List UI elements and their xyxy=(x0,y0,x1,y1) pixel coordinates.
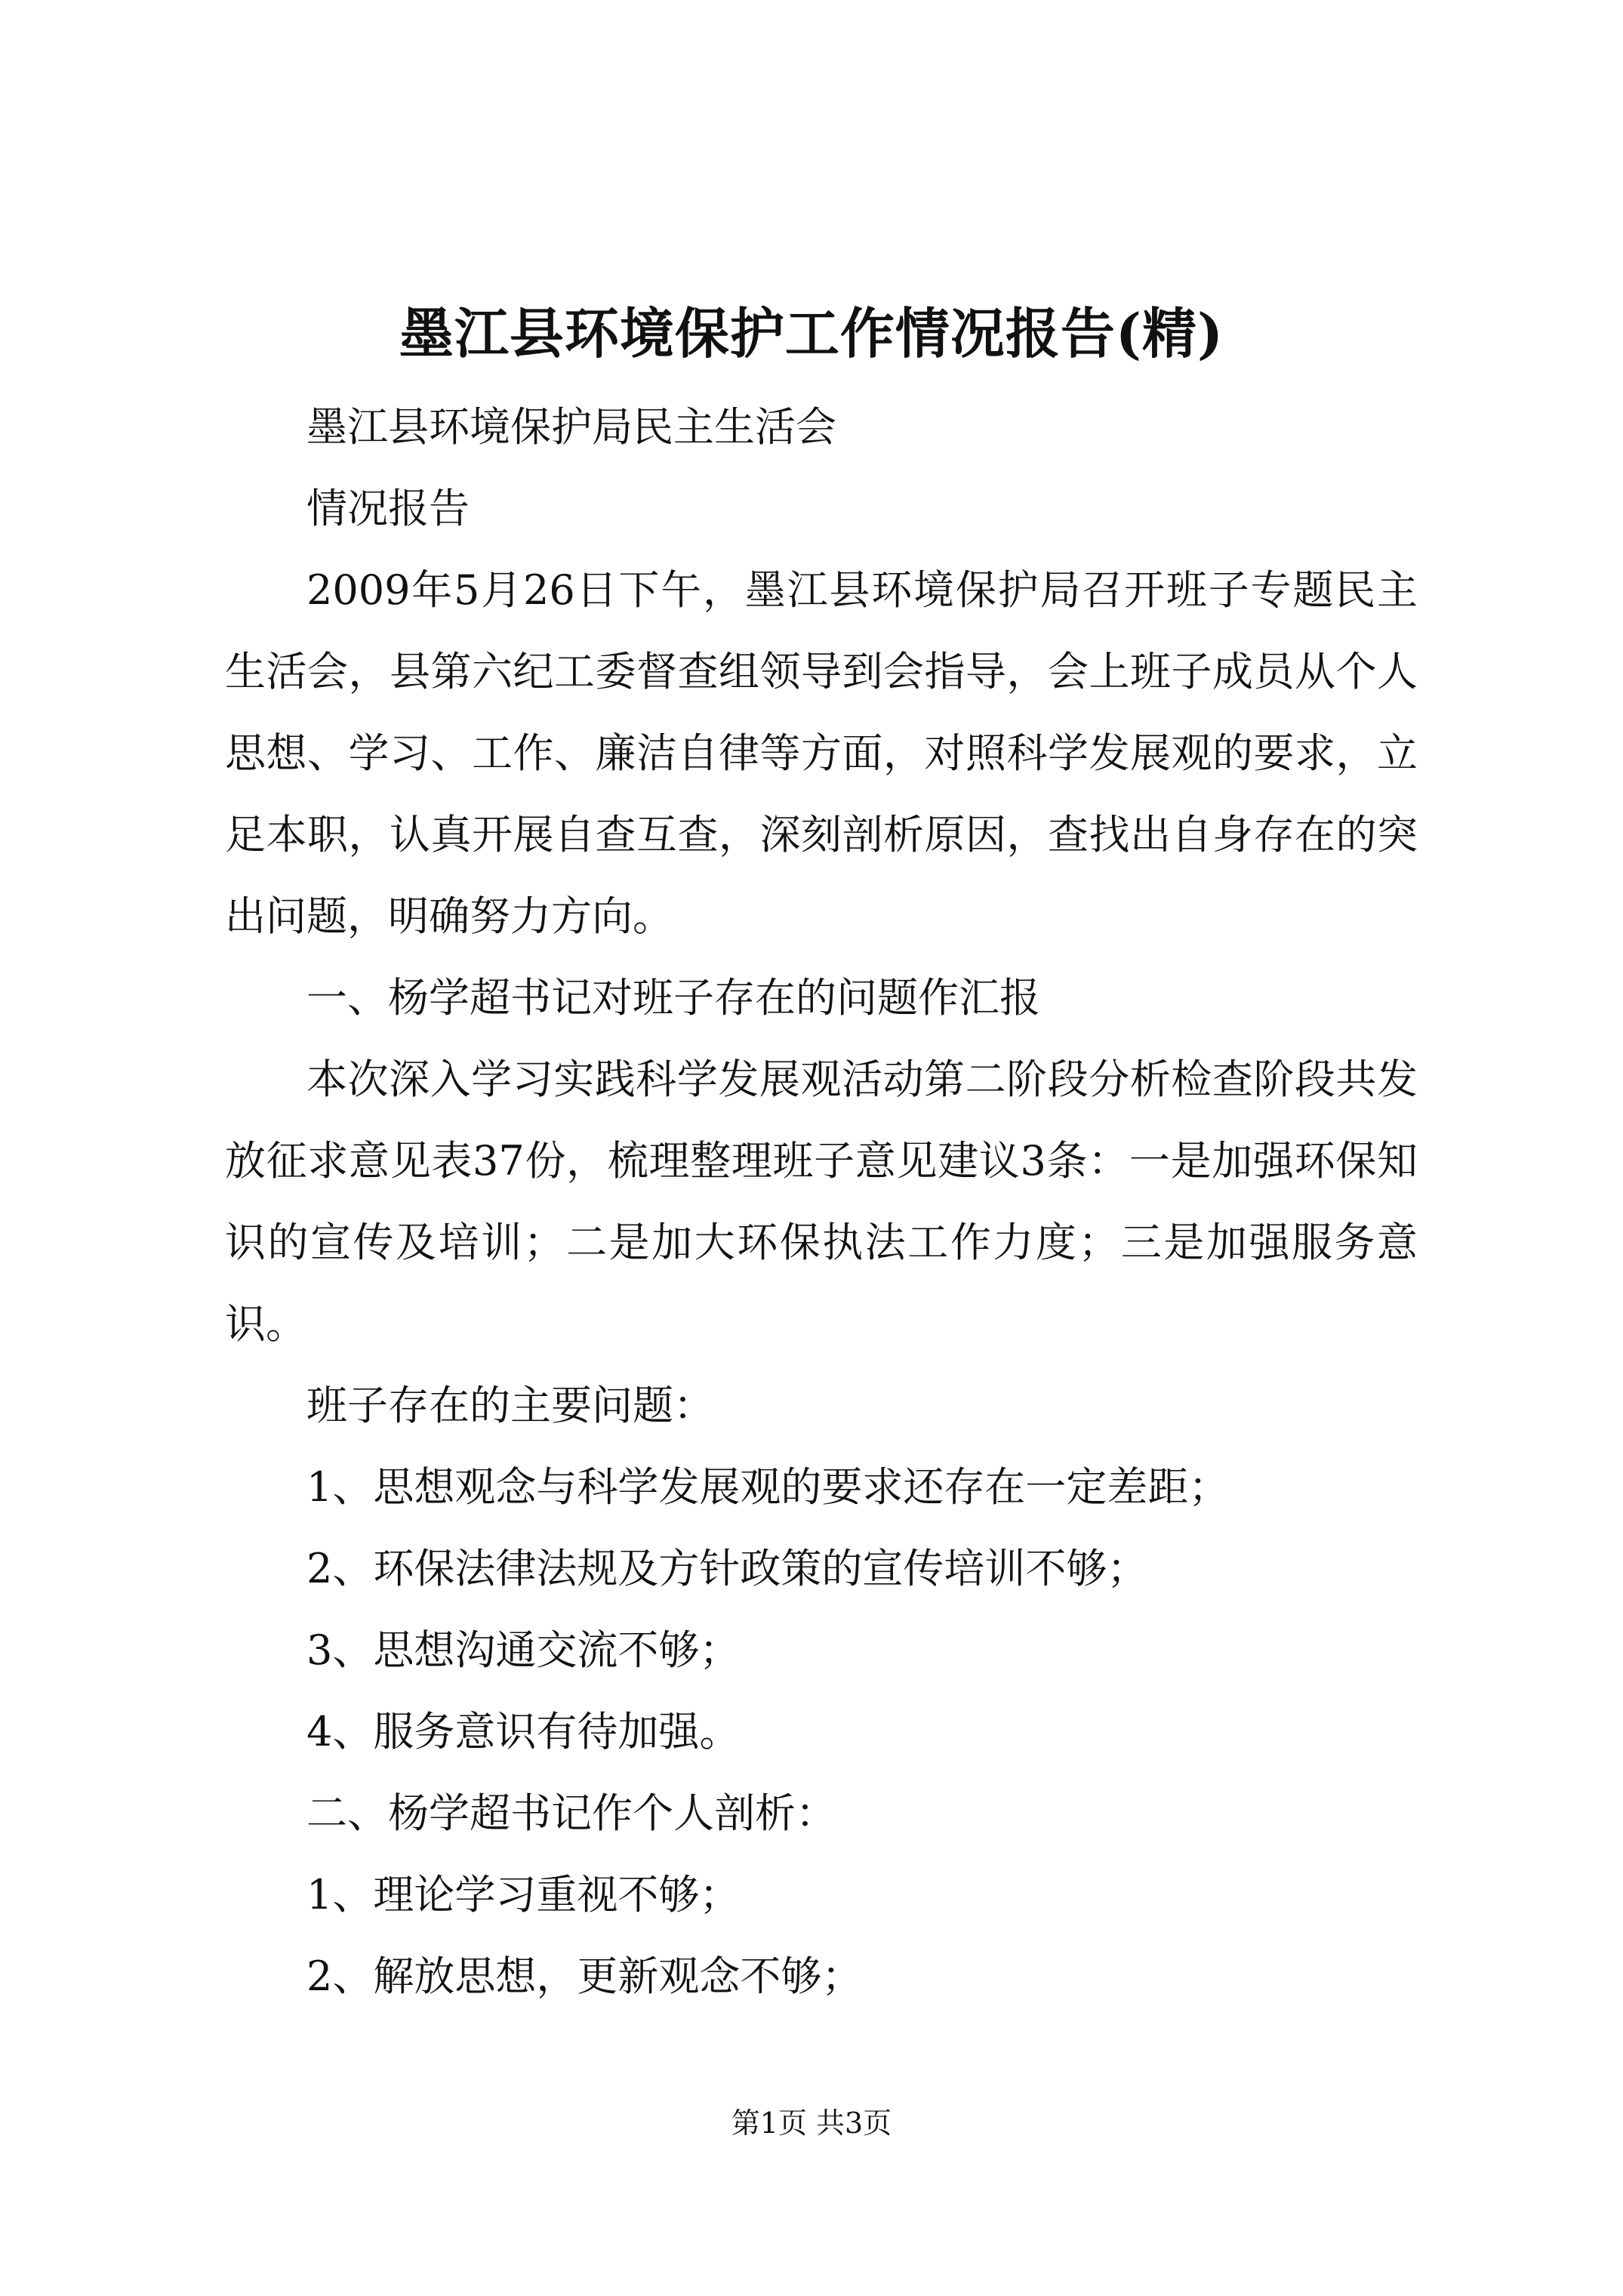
list-item: 4、服务意识有待加强。 xyxy=(306,1708,741,1755)
paragraph-subtitle-2: 情况报告 xyxy=(306,485,470,532)
list-item: 1、理论学习重视不够； xyxy=(306,1871,741,1918)
page-number-footer: 第1页 共3页 xyxy=(731,2106,892,2140)
document-body xyxy=(225,387,1418,2017)
paragraph-feedback-summary: 本次深入学习实践科学发展观活动第二阶段分析检查阶段共发放征求意见表37份，梳理整理班子意见建议3条：一是加强环保知识的宣传及培训；二是加大环保执法工作力度；三是加强服务意识。 xyxy=(225,1056,1418,1348)
list-item: 3、思想沟通交流不够； xyxy=(306,1626,741,1674)
paragraph-subtitle-1: 墨江县环境保护局民主生活会 xyxy=(306,403,836,451)
section-heading-1: 一、杨学超书记对班子存在的问题作汇报 xyxy=(306,974,1040,1022)
list-item: 2、环保法律法规及方针政策的宣传培训不够； xyxy=(306,1545,1148,1592)
paragraph-meeting-summary: 2009年5月26日下午，墨江县环境保护局召开班子专题民主生活会，县第六纪工委督查组领导到会指导，会上班子成员从个人思想、学习、工作、廉洁自律等方面，对照科学发展观的要求，立足本职，认真开展自查互查，深刻剖析原因，查找出自身存在的突出问题，明确努力方向。 xyxy=(225,566,1418,940)
section-heading-2: 二、杨学超书记作个人剖析： xyxy=(306,1789,836,1837)
list-item: 1、思想观念与科学发展观的要求还存在一定差距； xyxy=(306,1463,1230,1511)
paragraph-main-issues-heading: 班子存在的主要问题： xyxy=(306,1382,714,1429)
list-item: 2、解放思想，更新观念不够； xyxy=(306,1952,863,2000)
document-title: 墨江县环境保护工作情况报告(精) xyxy=(399,301,1224,365)
